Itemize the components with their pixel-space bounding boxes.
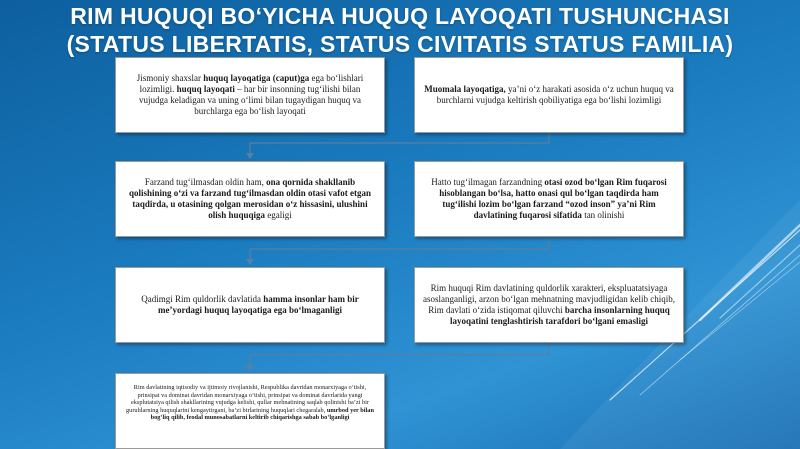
connector-row3-row4 <box>250 343 549 369</box>
box-unborn-inheritance-text: Farzand tug‘ilmasdan oldin ham, ona qornida shakllanib qolishining o‘zi va farzand tug‘ilmasdan oldin otasi vafot etgan taqdirda, u otasining qolgan merosidan o‘z hissasini, ulushini olish huquqiga egaligi <box>128 177 372 220</box>
box-slave-state <box>414 267 684 343</box>
box-economic-development <box>115 373 385 449</box>
box-economic-development-text: Rim davlatining iqtisodiy va ijtimoiy rivojlanishi, Respublika davridan monarxiyaga o‘tishi, prinsipat va dominat davridan monarxiyaga o‘tishi, prinsipat va dominat davrlarida yangi eksplutatsiya qilish shakllarining vujudga kelishi, qullar mehnatining saqlab qolinishi ba’zi bir guruhlarning huquqlarini kengaytirgani, ba’zi birlarining huquqlari chegaralab, umrbod yer bilan bog‘liq qilib, feodal munosabatlarni keltirib chiqarishga sabab bo‘lganligi <box>126 384 374 422</box>
box-dispositive-capacity-text: Muomala layoqatiga, ya’ni o‘z harakati asosida o‘z uchun huquq va burchlarni vujudga keltirish qobiliyatiga ega bo‘lishi lozimligi <box>424 84 674 105</box>
box-unequal-capacity-text: Qadimgi Rim quldorlik davlatida hamma insonlar ham bir me’yordagi huquq layoqatiga ega bo‘lmaganligi <box>141 294 359 315</box>
box-slave-state-text: Rim huquqi Rim davlatining quldorlik xarakteri, ekspluatatsiyaga asoslanganligi, arzon bo‘lgan mehnatning mavjudligidan kelib chiqib, Rim davlati o‘zida istiqomat qiluvchi barcha insonlarning huquq layoqatini tenglashtirish tarafdori bo‘lgani emasligi <box>423 283 675 326</box>
box-legal-capacity <box>115 57 385 133</box>
connector-row1-row2 <box>250 133 549 157</box>
box-unborn-inheritance <box>115 161 385 237</box>
box-dispositive-capacity <box>414 57 684 133</box>
box-legal-capacity-text: Jismoniy shaxslar huquq layoqatiga (caput)ga ega bo‘lishlari lozimligi. huquq layoqati – har bir insonning tug‘ilishi bilan vujudga keladigan va uning o‘limi bilan tugaydigan huquq va burchlarga ega bo‘lish layoqati <box>136 73 364 116</box>
title-line-2: (STATUS LIBERTATIS, STATUS CIVITATIS STATUS FAMILIA) <box>66 31 734 57</box>
box-unborn-citizenship-text: Hatto tug‘ilmagan farzandning otasi ozod bo‘lgan Rim fuqarosi hisoblangan bo‘lsa, hatto onasi qul bo‘lgan taqdirda ham tug‘ilishi lozim bo‘lgan farzand “ozod inson” ya’ni Rim davlatining fuqarosi sifatida tan olinishi <box>431 177 667 220</box>
connector-row2-row3 <box>250 237 549 263</box>
box-unborn-citizenship <box>414 161 684 237</box>
title-line-1: RIM HUQUQI BO‘YICHA HUQUQ LAYOQATI TUSHUNCHASI <box>70 3 730 29</box>
box-unequal-capacity <box>115 267 385 343</box>
